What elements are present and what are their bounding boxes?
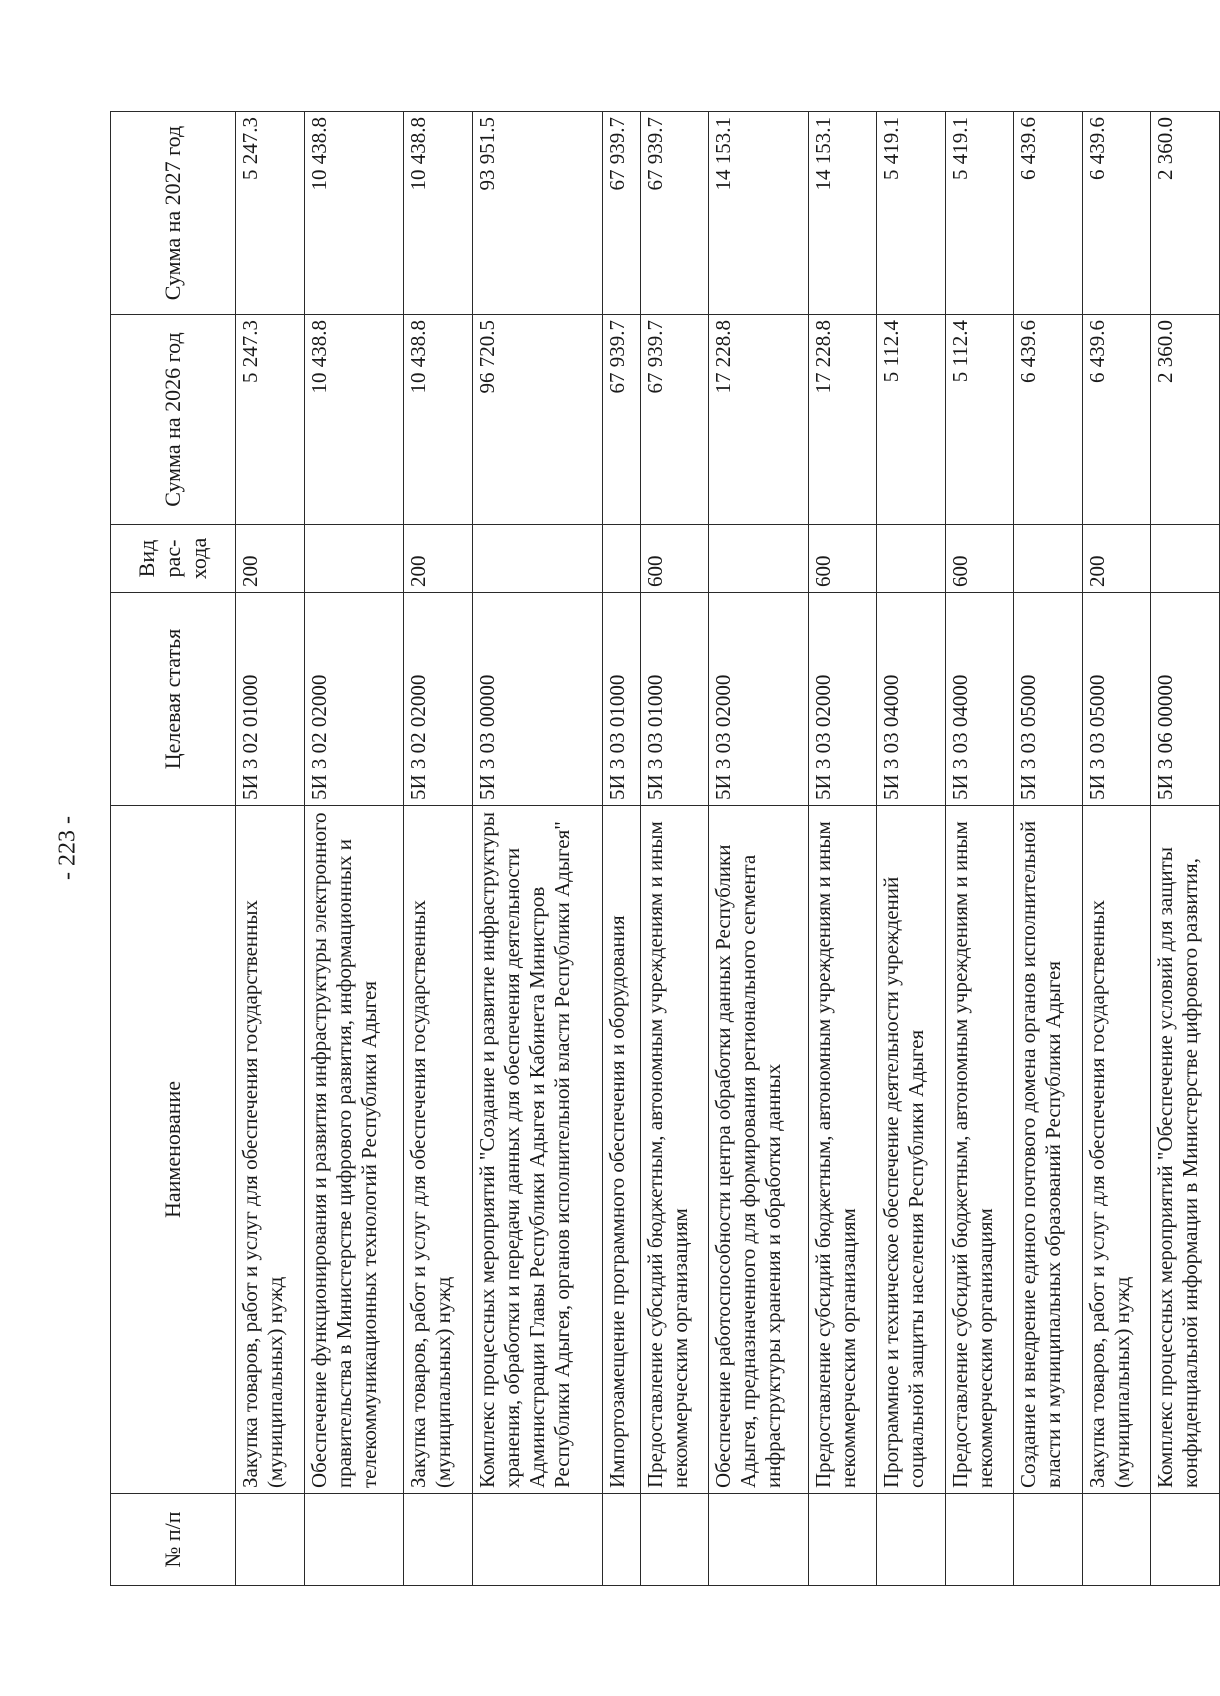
table-row <box>472 112 603 1586</box>
row-sum-2027: 93 951.5 <box>472 112 603 315</box>
row-sum-2026: 17 228.8 <box>709 315 809 525</box>
page-number: - 223 - <box>54 816 81 880</box>
row-name: Закупка товаров, работ и услуг для обеспечения государственных (муниципальных) нужд <box>1082 806 1151 1494</box>
row-code: 5И 3 02 01000 <box>236 593 305 806</box>
row-type <box>1014 525 1083 593</box>
row-sum-2027: 14 153.1 <box>808 112 877 315</box>
row-sum-2027: 6 439.6 <box>1014 112 1083 315</box>
row-num <box>945 1494 1014 1586</box>
table-row <box>945 112 1014 1586</box>
table-row <box>808 112 877 1586</box>
row-name: Импортозамещение программного обеспечения и оборудования <box>603 806 640 1494</box>
row-num <box>236 1494 305 1586</box>
row-type <box>709 525 809 593</box>
rotated-table-container <box>110 112 1220 1586</box>
row-name: Комплекс процессных мероприятий "Создание и развитие инфраструктуры хранения, обработки и передачи данных для обеспечения деятельности Администрации Главы Республики Адыгея и Кабинета Министров Республики Адыгея, органов исполнительной власти Республики Адыгея" <box>472 806 603 1494</box>
row-sum-2026: 5 112.4 <box>877 315 946 525</box>
row-type: 200 <box>1082 525 1151 593</box>
row-sum-2026: 67 939.7 <box>640 315 709 525</box>
row-type <box>1151 525 1220 593</box>
row-sum-2027: 67 939.7 <box>603 112 640 315</box>
row-sum-2026: 17 228.8 <box>808 315 877 525</box>
row-type: 200 <box>236 525 305 593</box>
row-name: Предоставление субсидий бюджетным, автономным учреждениям и иным некоммерческим организациям <box>945 806 1014 1494</box>
table-header-row <box>111 112 236 1586</box>
row-num <box>808 1494 877 1586</box>
table-row <box>304 112 404 1586</box>
table-row <box>603 112 640 1586</box>
table-row <box>640 112 709 1586</box>
row-code: 5И 3 03 02000 <box>709 593 809 806</box>
row-type <box>877 525 946 593</box>
row-num <box>640 1494 709 1586</box>
row-name: Закупка товаров, работ и услуг для обеспечения государственных (муниципальных) нужд <box>404 806 473 1494</box>
header-sum-2026: Сумма на 2026 год <box>111 315 236 525</box>
header-type: Вид рас-хода <box>111 525 236 593</box>
row-num <box>404 1494 473 1586</box>
table-row <box>404 112 473 1586</box>
header-sum-2027: Сумма на 2027 год <box>111 112 236 315</box>
row-type: 600 <box>640 525 709 593</box>
row-num <box>1014 1494 1083 1586</box>
row-sum-2026: 5 112.4 <box>945 315 1014 525</box>
row-sum-2026: 10 438.8 <box>404 315 473 525</box>
row-code: 5И 3 03 01000 <box>603 593 640 806</box>
row-name: Обеспечение функционирования и развития инфраструктуры электронного правительства в Министерстве цифрового развития, информационных и телекоммуникационных технологий Республики Адыгея <box>304 806 404 1494</box>
row-name: Закупка товаров, работ и услуг для обеспечения государственных (муниципальных) нужд <box>236 806 305 1494</box>
row-code: 5И 3 02 02000 <box>304 593 404 806</box>
header-code: Целевая статья <box>111 593 236 806</box>
table-row <box>236 112 305 1586</box>
row-num <box>472 1494 603 1586</box>
row-sum-2027: 5 419.1 <box>945 112 1014 315</box>
row-type: 200 <box>404 525 473 593</box>
table-row <box>709 112 809 1586</box>
row-num <box>1151 1494 1220 1586</box>
row-sum-2027: 10 438.8 <box>404 112 473 315</box>
row-sum-2026: 2 360.0 <box>1151 315 1220 525</box>
row-code: 5И 3 02 02000 <box>404 593 473 806</box>
row-num <box>709 1494 809 1586</box>
header-num: № п/п <box>111 1494 236 1586</box>
row-code: 5И 3 03 05000 <box>1014 593 1083 806</box>
row-sum-2027: 67 939.7 <box>640 112 709 315</box>
row-sum-2027: 5 247.3 <box>236 112 305 315</box>
table-row <box>1082 112 1151 1586</box>
row-code: 5И 3 03 00000 <box>472 593 603 806</box>
row-code: 5И 3 03 04000 <box>945 593 1014 806</box>
row-num <box>877 1494 946 1586</box>
budget-table <box>110 111 1220 1586</box>
row-sum-2027: 5 419.1 <box>877 112 946 315</box>
row-type: 600 <box>808 525 877 593</box>
row-sum-2027: 14 153.1 <box>709 112 809 315</box>
row-name: Программное и техническое обеспечение деятельности учреждений социальной защиты населения Республики Адыгея <box>877 806 946 1494</box>
row-type <box>304 525 404 593</box>
row-name: Предоставление субсидий бюджетным, автономным учреждениям и иным некоммерческим организациям <box>640 806 709 1494</box>
row-type: 600 <box>945 525 1014 593</box>
table-row <box>1151 112 1220 1586</box>
row-name: Комплекс процессных мероприятий "Обеспечение условий для защиты конфиденциальной информации в Министерстве цифрового развития, <box>1151 806 1220 1494</box>
table-row <box>877 112 946 1586</box>
row-code: 5И 3 03 02000 <box>808 593 877 806</box>
row-num <box>304 1494 404 1586</box>
row-type <box>472 525 603 593</box>
row-name: Создание и внедрение единого почтового домена органов исполнительной власти и муниципальных образований Республики Адыгея <box>1014 806 1083 1494</box>
row-num <box>603 1494 640 1586</box>
row-num <box>1082 1494 1151 1586</box>
row-type <box>603 525 640 593</box>
row-sum-2026: 10 438.8 <box>304 315 404 525</box>
table-row <box>1014 112 1083 1586</box>
row-sum-2026: 6 439.6 <box>1014 315 1083 525</box>
row-code: 5И 3 06 00000 <box>1151 593 1220 806</box>
row-sum-2027: 6 439.6 <box>1082 112 1151 315</box>
row-sum-2027: 10 438.8 <box>304 112 404 315</box>
row-sum-2026: 67 939.7 <box>603 315 640 525</box>
row-code: 5И 3 03 01000 <box>640 593 709 806</box>
row-sum-2027: 2 360.0 <box>1151 112 1220 315</box>
row-sum-2026: 96 720.5 <box>472 315 603 525</box>
row-name: Обеспечение работоспособности центра обработки данных Республики Адыгея, предназначенного для формирования регионального сегмента инфраструктуры хранения и обработки данных <box>709 806 809 1494</box>
row-sum-2026: 5 247.3 <box>236 315 305 525</box>
row-code: 5И 3 03 05000 <box>1082 593 1151 806</box>
row-sum-2026: 6 439.6 <box>1082 315 1151 525</box>
row-code: 5И 3 03 04000 <box>877 593 946 806</box>
header-name: Наименование <box>111 806 236 1494</box>
row-name: Предоставление субсидий бюджетным, автономным учреждениям и иным некоммерческим организациям <box>808 806 877 1494</box>
